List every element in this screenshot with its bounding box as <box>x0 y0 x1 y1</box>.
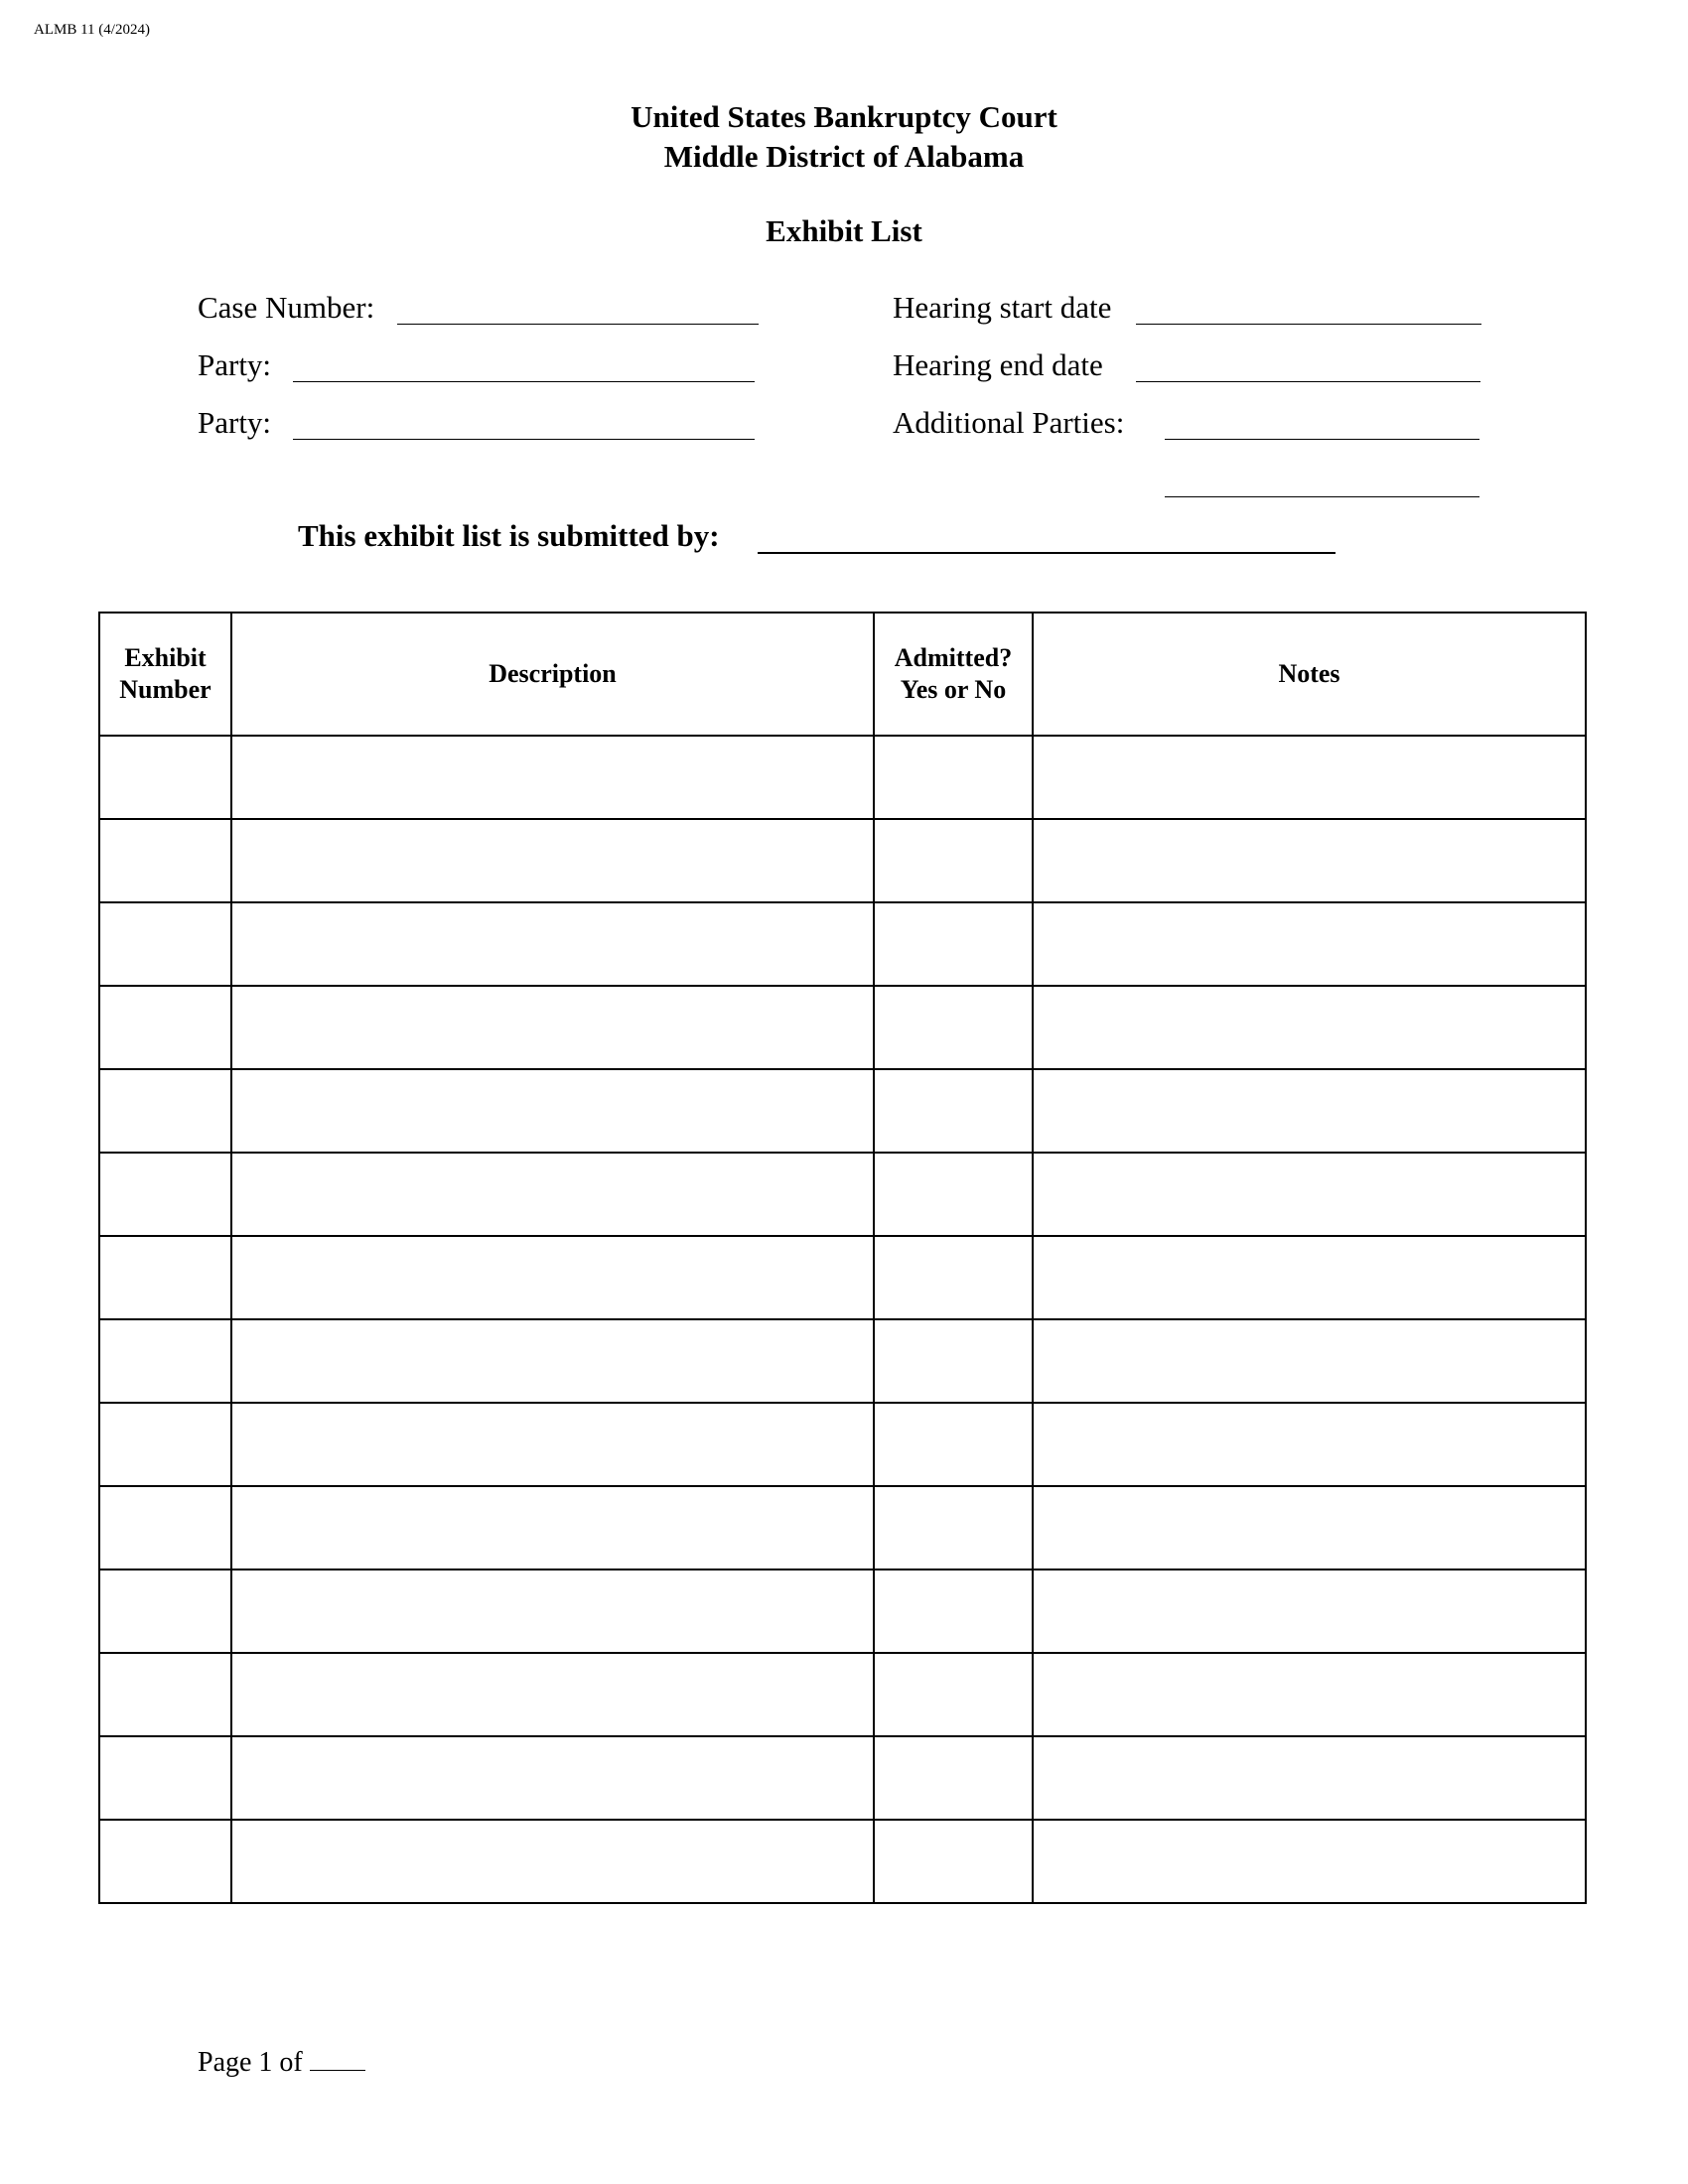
exhibit-number-cell[interactable] <box>99 1403 231 1486</box>
description-cell[interactable] <box>231 902 874 986</box>
description-cell[interactable] <box>231 1820 874 1903</box>
notes-cell[interactable] <box>1033 1403 1586 1486</box>
admitted-cell[interactable] <box>874 1069 1033 1153</box>
exhibit-number-cell[interactable] <box>99 1736 231 1820</box>
description-cell[interactable] <box>231 1653 874 1736</box>
admitted-cell[interactable] <box>874 1653 1033 1736</box>
description-cell[interactable] <box>231 1319 874 1403</box>
exhibit-number-cell[interactable] <box>99 1069 231 1153</box>
hearing-start-label: Hearing start date <box>893 290 1112 325</box>
exhibit-number-cell[interactable] <box>99 1820 231 1903</box>
admitted-cell[interactable] <box>874 986 1033 1069</box>
additional-parties-field-2[interactable] <box>1165 496 1479 497</box>
table-row <box>99 1153 1586 1236</box>
page-label: Page 1 of <box>198 2047 303 2078</box>
table-row <box>99 819 1586 902</box>
notes-cell[interactable] <box>1033 1236 1586 1319</box>
notes-cell[interactable] <box>1033 819 1586 902</box>
admitted-cell[interactable] <box>874 1319 1033 1403</box>
party-field-1[interactable] <box>293 381 755 382</box>
table-row <box>99 1319 1586 1403</box>
exhibit-number-cell[interactable] <box>99 1153 231 1236</box>
party-label: Party: <box>198 405 272 440</box>
submitted-by-label: This exhibit list is submitted by: <box>298 518 720 553</box>
header-description: Description <box>231 613 874 736</box>
admitted-cell[interactable] <box>874 902 1033 986</box>
header-text: Exhibit <box>124 643 207 672</box>
description-cell[interactable] <box>231 1236 874 1319</box>
page-number <box>198 2047 365 2079</box>
notes-cell[interactable] <box>1033 1153 1586 1236</box>
notes-cell[interactable] <box>1033 1069 1586 1153</box>
additional-parties-field-1[interactable] <box>1165 439 1479 440</box>
exhibit-number-cell[interactable] <box>99 1236 231 1319</box>
notes-cell[interactable] <box>1033 736 1586 819</box>
notes-cell[interactable] <box>1033 902 1586 986</box>
hearing-end-field[interactable] <box>1136 381 1480 382</box>
party-field-2[interactable] <box>293 439 755 440</box>
table-row <box>99 986 1586 1069</box>
exhibit-number-cell[interactable] <box>99 736 231 819</box>
header-notes: Notes <box>1033 613 1586 736</box>
notes-cell[interactable] <box>1033 1820 1586 1903</box>
description-cell[interactable] <box>231 1570 874 1653</box>
description-cell[interactable] <box>231 819 874 902</box>
table-row <box>99 1820 1586 1903</box>
notes-cell[interactable] <box>1033 1653 1586 1736</box>
exhibit-number-cell[interactable] <box>99 819 231 902</box>
hearing-start-field[interactable] <box>1136 324 1481 325</box>
table-row <box>99 902 1586 986</box>
table-row <box>99 1570 1586 1653</box>
admitted-cell[interactable] <box>874 1736 1033 1820</box>
additional-parties-label: Additional Parties: <box>893 405 1125 440</box>
admitted-cell[interactable] <box>874 819 1033 902</box>
party-label: Party: <box>198 347 272 382</box>
page-title: Exhibit List <box>766 213 922 248</box>
exhibit-number-cell[interactable] <box>99 1653 231 1736</box>
header-text: Yes or No <box>900 675 1007 704</box>
exhibit-number-cell[interactable] <box>99 1486 231 1570</box>
header-exhibit-number <box>99 613 231 736</box>
court-name: United States Bankruptcy Court <box>631 99 1057 134</box>
hearing-end-label: Hearing end date <box>893 347 1103 382</box>
description-cell[interactable] <box>231 1069 874 1153</box>
table-row <box>99 736 1586 819</box>
submitted-by-field[interactable] <box>758 552 1336 554</box>
table-row <box>99 1486 1586 1570</box>
description-cell[interactable] <box>231 986 874 1069</box>
form-code: ALMB 11 (4/2024) <box>34 22 150 38</box>
notes-cell[interactable] <box>1033 1486 1586 1570</box>
exhibit-table <box>98 612 1587 1904</box>
exhibit-number-cell[interactable] <box>99 986 231 1069</box>
table-row <box>99 1736 1586 1820</box>
notes-cell[interactable] <box>1033 1319 1586 1403</box>
admitted-cell[interactable] <box>874 1403 1033 1486</box>
page-total-field[interactable] <box>310 2070 365 2071</box>
admitted-cell[interactable] <box>874 1486 1033 1570</box>
table-row <box>99 1069 1586 1153</box>
case-number-label: Case Number: <box>198 290 375 325</box>
description-cell[interactable] <box>231 1486 874 1570</box>
description-cell[interactable] <box>231 1403 874 1486</box>
exhibit-number-cell[interactable] <box>99 902 231 986</box>
admitted-cell[interactable] <box>874 1236 1033 1319</box>
table-row <box>99 1403 1586 1486</box>
table-header-row <box>99 613 1586 736</box>
header-admitted <box>874 613 1033 736</box>
notes-cell[interactable] <box>1033 986 1586 1069</box>
table-row <box>99 1236 1586 1319</box>
admitted-cell[interactable] <box>874 1820 1033 1903</box>
admitted-cell[interactable] <box>874 1570 1033 1653</box>
notes-cell[interactable] <box>1033 1570 1586 1653</box>
header-text: Number <box>119 675 211 704</box>
description-cell[interactable] <box>231 736 874 819</box>
admitted-cell[interactable] <box>874 1153 1033 1236</box>
description-cell[interactable] <box>231 1736 874 1820</box>
exhibit-number-cell[interactable] <box>99 1319 231 1403</box>
admitted-cell[interactable] <box>874 736 1033 819</box>
district-name: Middle District of Alabama <box>663 139 1025 174</box>
description-cell[interactable] <box>231 1153 874 1236</box>
case-number-field[interactable] <box>397 324 759 325</box>
notes-cell[interactable] <box>1033 1736 1586 1820</box>
exhibit-number-cell[interactable] <box>99 1570 231 1653</box>
table-row <box>99 1653 1586 1736</box>
header-text: Admitted? <box>894 643 1013 672</box>
